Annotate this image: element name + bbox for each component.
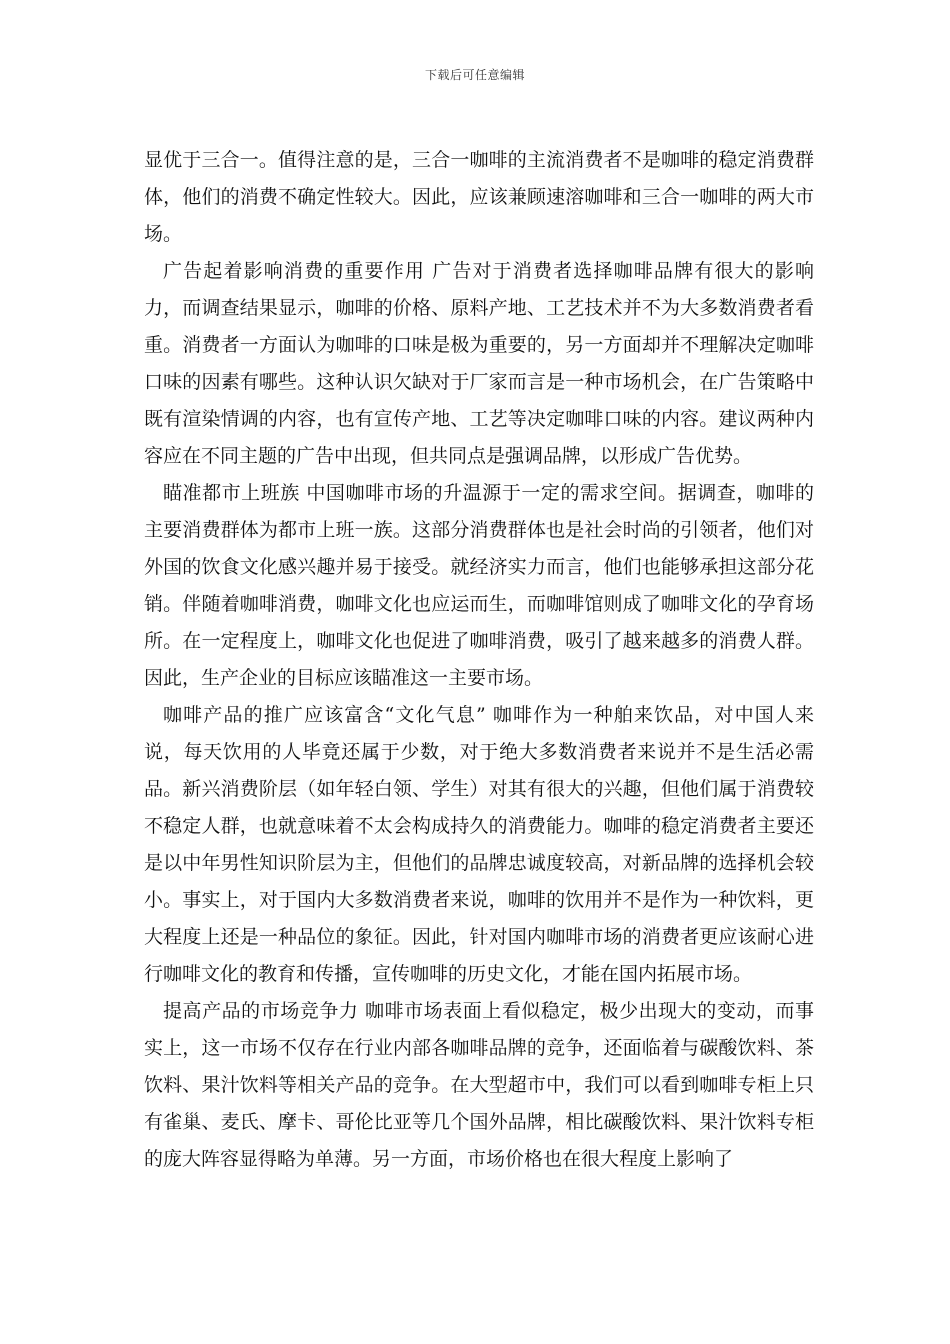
document-body	[144, 142, 814, 1178]
paragraph-office-workers: 瞄准都市上班族 中国咖啡市场的升温源于一定的需求空间。据调查，咖啡的主要消费群体为都市上班一族。这部分消费群体也是社会时尚的引领者，他们对外国的饮食文化感兴趣并易于接受。就经济实力而言，他们也能够承担这部分花销。伴随着咖啡消费，咖啡文化也应运而生，而咖啡馆则成了咖啡文化的孕育场所。在一定程度上，咖啡文化也促进了咖啡消费，吸引了越来越多的消费人群。因此，生产企业的目标应该瞄准这一主要市场。	[144, 482, 814, 689]
paragraph-advertising: 广告起着影响消费的重要作用 广告对于消费者选择咖啡品牌有很大的影响力，而调查结果显示，咖啡的价格、原料产地、工艺技术并不为大多数消费者看重。消费者一方面认为咖啡的口味是极为重要的，另一方面却并不理解决定咖啡口味的因素有哪些。这种认识欠缺对于厂家而言是一种市场机会，在广告策略中既有渲染情调的内容，也有宣传产地、工艺等决定咖啡口味的内容。建议两种内容应在不同主题的广告中出现，但共同点是强调品牌，以形成广告优势。	[144, 260, 814, 467]
paragraph-competitiveness: 提高产品的市场竞争力 咖啡市场表面上看似稳定，极少出现大的变动，而事实上，这一市场不仅存在行业内部各咖啡品牌的竞争，还面临着与碳酸饮料、茶饮料、果汁饮料等相关产品的竞争。在大型超市中，我们可以看到咖啡专柜上只有雀巢、麦氏、摩卡、哥伦比亚等几个国外品牌，相比碳酸饮料、果汁饮料专柜的庞大阵容显得略为单薄。另一方面，市场价格也在很大程度上影响了	[144, 1000, 814, 1170]
page-header: 下载后可任意编辑	[424, 68, 525, 82]
paragraph-continuation: 显优于三合一。值得注意的是，三合一咖啡的主流消费者不是咖啡的稳定消费群体，他们的消费不确定性较大。因此，应该兼顾速溶咖啡和三合一咖啡的两大市场。	[144, 149, 814, 245]
paragraph-culture: 咖啡产品的推广应该富含“文化气息” 咖啡作为一种舶来饮品，对中国人来说，每天饮用的人毕竟还属于少数，对于绝大多数消费者来说并不是生活必需品。新兴消费阶层（如年轻白领、学生）对其有很大的兴趣，但他们属于消费较不稳定人群，也就意味着不太会构成持久的消费能力。咖啡的稳定消费者主要还是以中年男性知识阶层为主，但他们的品牌忠诚度较高，对新品牌的选择机会较小。事实上，对于国内大多数消费者来说，咖啡的饮用并不是作为一种饮料，更大程度上还是一种品位的象征。因此，针对国内咖啡市场的消费者更应该耐心进行咖啡文化的教育和传播，宣传咖啡的历史文化，才能在国内拓展市场。	[144, 704, 814, 985]
